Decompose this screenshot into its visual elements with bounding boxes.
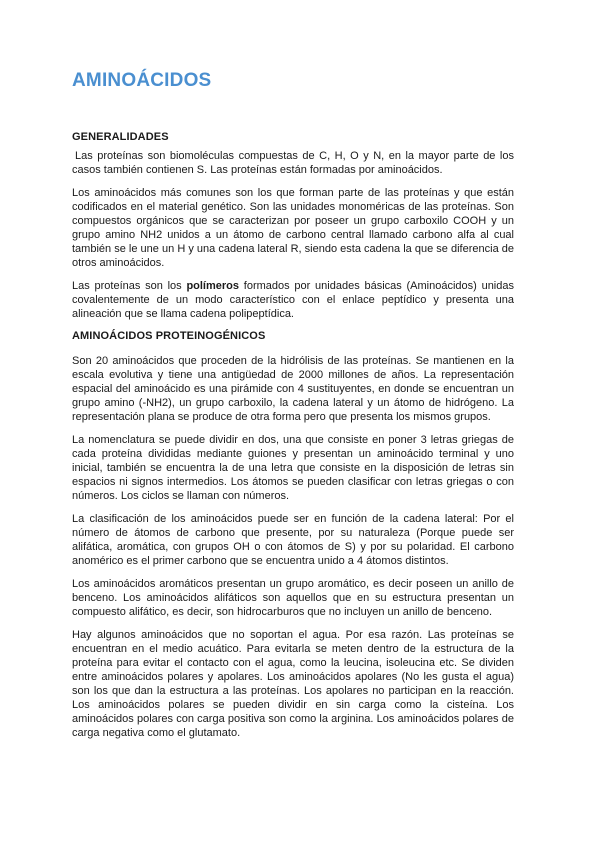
paragraph-text: Las proteínas son los — [72, 280, 187, 292]
paragraph-proteinogenicos-3: La clasificación de los aminoácidos puede ser en función de la cadena lateral: Por el número de átomos de carbono que presente, por su naturaleza (Porque puede ser alifática, aromática, con grupos OH o con átomos de S) y por su polaridad. El carbono anomérico es el primer carbono que se encuentra unido a 4 átomos distintos. — [72, 513, 514, 567]
section-heading-proteinogenicos: AMINOÁCIDOS PROTEINOGÉNICOS — [72, 330, 266, 342]
document-body — [72, 131, 514, 749]
paragraph-proteinogenicos-5: Hay algunos aminoácidos que no soportan el agua. Por esa razón. Las proteínas se encuentran en el medio acuático. Para evitarla se meten dentro de la estructura de la proteína para evitar el contacto con el agua, como la leucina, isoleucina etc. Se dividen entre aminoácidos polares y apolares. Los aminoácidos apolares (No les gusta el agua) son los que dan la estructura a las proteínas. Los apolares no participan en la reacción. Los aminoácidos polares se pueden dividir en sin carga como la cisteína. Los aminoácidos polares con carga positiva son como la arginina. Los aminoácidos polares de carga negativa como el glutamato. — [72, 629, 514, 739]
page-title: AMINOÁCIDOS — [72, 70, 212, 91]
paragraph-proteinogenicos-2: La nomenclatura se puede dividir en dos, una que consiste en poner 3 letras griegas de cada proteína divididas mediante guiones y presentan un aminoácido terminal y uno inicial, también se encuentra la de una letra que consiste en la disposición de letras sin espacios ni signos intermedios. Los átomos se pueden clasificar con letras griegas o con números. Los ciclos se llaman con números. — [72, 434, 514, 502]
paragraph-generalidades-2: Los aminoácidos más comunes son los que forman parte de las proteínas y que están codificados en el material genético. Son las unidades monoméricas de las proteínas. Son compuestos orgánicos que se caracterizan por poseer un grupo carboxilo COOH y un grupo amino NH2 unidos a un átomo de carbono central llamado carbono alfa al cual también se le une un H y una cadena lateral R, siendo esta cadena la que se diferencia de otros aminoácidos. — [72, 187, 514, 269]
paragraph-proteinogenicos-1: Son 20 aminoácidos que proceden de la hidrólisis de las proteínas. Se mantienen en la escala evolutiva y tiene una antigüedad de 2000 millones de años. La representación espacial del aminoácido es una pirámide con 4 sustituyentes, en donde se encuentran un grupo amino (-NH2), un grupo carboxilo, la cadena lateral y un átomo de hidrógeno. La representación plana se produce de otra forma pero que presenta los mismos grupos. — [72, 355, 514, 423]
paragraph-generalidades-1: Las proteínas son biomoléculas compuestas de C, H, O y N, en la mayor parte de los casos también contienen S. Las proteínas están formadas por aminoácidos. — [72, 150, 514, 176]
section-heading-generalidades: GENERALIDADES — [72, 131, 169, 143]
bold-term-polimeros: polímeros — [186, 280, 240, 292]
paragraph-generalidades-3 — [72, 279, 514, 321]
paragraph-text: formados por unidades básicas (Aminoácidos) unidas covalentemente de un modo característico con el enlace peptídico y presenta una alineación que se llama cadena polipeptídica. — [72, 280, 514, 320]
paragraph-proteinogenicos-4: Los aminoácidos aromáticos presentan un grupo aromático, es decir poseen un anillo de benceno. Los aminoácidos alifáticos son aquellos que en su estructura presentan un compuesto alifático, es decir, son hidrocarburos que no incluyen un anillo de benceno. — [72, 578, 514, 618]
